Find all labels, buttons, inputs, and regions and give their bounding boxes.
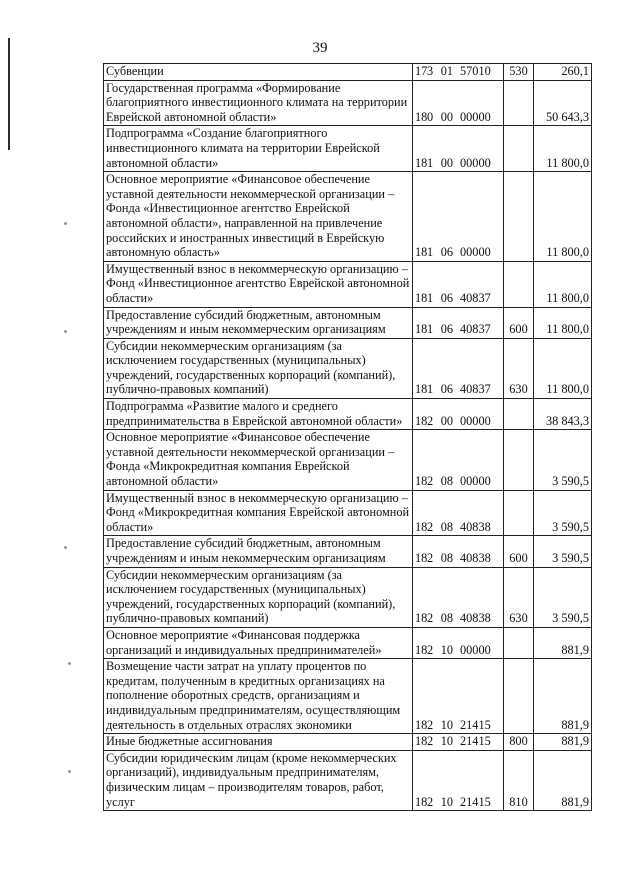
activity-code: 10 xyxy=(440,794,453,809)
subprogram-code: 2 xyxy=(427,474,434,489)
program-code: 18 xyxy=(415,734,428,749)
item-name: Подпрограмма «Развитие малого и среднего предпринимательства в Еврейской автономной области» xyxy=(104,399,413,430)
direction-code: 21415 xyxy=(460,717,491,732)
direction-code: 40837 xyxy=(460,322,491,337)
activity-code: 08 xyxy=(440,474,453,489)
subprogram-code: 2 xyxy=(427,717,434,732)
direction-code: 00000 xyxy=(460,474,491,489)
activity-code: 10 xyxy=(440,642,453,657)
item-name: Субсидии некоммерческим организациям (за исключением государственных (муниципальных) учреждений, государственных корпораций (компаний), публично-правовых компаний) xyxy=(104,338,413,398)
activity-code: 08 xyxy=(440,611,453,626)
item-name: Основное мероприятие «Финансовая поддержка организаций и индивидуальных предпринимателей» xyxy=(104,627,413,658)
direction-code: 00000 xyxy=(460,413,491,428)
amount: 3 590,5 xyxy=(534,430,592,490)
amount: 3 590,5 xyxy=(534,567,592,627)
table-row xyxy=(104,659,592,734)
expense-type-code: 630 xyxy=(504,338,534,398)
direction-code: 57010 xyxy=(460,64,491,78)
activity-code: 08 xyxy=(440,519,453,534)
amount: 11 800,0 xyxy=(534,338,592,398)
classification-code xyxy=(413,659,504,734)
item-name: Предоставление субсидий бюджетным, автономным учреждениям и иным некоммерческим организациям xyxy=(104,307,413,338)
subprogram-code: 2 xyxy=(427,413,434,428)
activity-code: 06 xyxy=(440,245,453,260)
classification-code xyxy=(413,627,504,658)
program-code: 18 xyxy=(415,474,428,489)
amount: 260,1 xyxy=(534,64,592,81)
program-code: 18 xyxy=(415,290,428,305)
expense-type-code xyxy=(504,80,534,126)
classification-code xyxy=(413,64,504,81)
direction-code: 21415 xyxy=(460,734,491,749)
table-row xyxy=(104,64,592,81)
amount: 3 590,5 xyxy=(534,536,592,567)
amount: 881,9 xyxy=(534,734,592,751)
scan-speck xyxy=(64,546,67,549)
classification-code xyxy=(413,307,504,338)
table-row xyxy=(104,399,592,430)
activity-code: 06 xyxy=(440,322,453,337)
table-row xyxy=(104,536,592,567)
classification-code xyxy=(413,399,504,430)
amount: 11 800,0 xyxy=(534,261,592,307)
table-row xyxy=(104,261,592,307)
program-code: 18 xyxy=(415,413,428,428)
subprogram-code: 1 xyxy=(427,245,434,260)
classification-code xyxy=(413,536,504,567)
subprogram-code: 0 xyxy=(427,109,434,124)
expense-type-code xyxy=(504,399,534,430)
table-row xyxy=(104,126,592,172)
table-row xyxy=(104,80,592,126)
direction-code: 40837 xyxy=(460,290,491,305)
activity-code: 10 xyxy=(440,734,453,749)
item-name: Возмещение части затрат на уплату процентов по кредитам, полученным в кредитных организациях на пополнение оборотных средств, организациям и индивидуальным предпринимателям, осуществляющим деятельность в отдельных отраслях экономики xyxy=(104,659,413,734)
activity-code: 06 xyxy=(440,290,453,305)
table-row xyxy=(104,338,592,398)
item-name: Имущественный взнос в некоммерческую организацию – Фонд «Инвестиционное агентство Еврейской автономной области» xyxy=(104,261,413,307)
amount: 881,9 xyxy=(534,659,592,734)
direction-code: 00000 xyxy=(460,245,491,260)
expense-type-code xyxy=(504,172,534,262)
expense-type-code: 800 xyxy=(504,734,534,751)
subprogram-code: 1 xyxy=(427,322,434,337)
item-name: Предоставление субсидий бюджетным, автономным учреждениям и иным некоммерческим организациям xyxy=(104,536,413,567)
direction-code: 21415 xyxy=(460,794,491,809)
program-code: 18 xyxy=(415,155,428,170)
classification-code xyxy=(413,734,504,751)
item-name: Основное мероприятие «Финансовое обеспечение уставной деятельности некоммерческой организации – Фонда «Микрокредитная компания Еврейской автономной области» xyxy=(104,430,413,490)
classification-code xyxy=(413,126,504,172)
amount: 881,9 xyxy=(534,627,592,658)
item-name: Государственная программа «Формирование благоприятного инвестиционного климата на территории Еврейской автономной области» xyxy=(104,80,413,126)
activity-code: 10 xyxy=(440,717,453,732)
item-name: Субвенции xyxy=(104,64,413,81)
amount: 881,9 xyxy=(534,750,592,810)
expense-type-code xyxy=(504,490,534,536)
table-row xyxy=(104,734,592,751)
classification-code xyxy=(413,490,504,536)
amount: 11 800,0 xyxy=(534,172,592,262)
item-name: Имущественный взнос в некоммерческую организацию – Фонд «Микрокредитная компания Еврейской автономной области» xyxy=(104,490,413,536)
classification-code xyxy=(413,567,504,627)
activity-code: 00 xyxy=(440,413,453,428)
activity-code: 00 xyxy=(440,155,453,170)
scan-speck xyxy=(64,330,67,333)
program-code: 18 xyxy=(415,519,428,534)
amount: 50 643,3 xyxy=(534,80,592,126)
expense-type-code xyxy=(504,659,534,734)
table-row xyxy=(104,567,592,627)
program-code: 18 xyxy=(415,794,428,809)
direction-code: 40837 xyxy=(460,382,491,397)
program-code: 18 xyxy=(415,551,428,565)
item-name: Субсидии некоммерческим организациям (за исключением государственных (муниципальных) учреждений, государственных корпораций (компаний), публично-правовых компаний) xyxy=(104,567,413,627)
program-code: 18 xyxy=(415,322,428,337)
table-row xyxy=(104,172,592,262)
table-row xyxy=(104,627,592,658)
subprogram-code: 1 xyxy=(427,155,434,170)
classification-code xyxy=(413,261,504,307)
activity-code: 01 xyxy=(440,64,453,78)
expense-type-code xyxy=(504,126,534,172)
classification-code xyxy=(413,750,504,810)
expense-type-code: 630 xyxy=(504,567,534,627)
expense-type-code: 600 xyxy=(504,307,534,338)
amount: 11 800,0 xyxy=(534,126,592,172)
subprogram-code: 2 xyxy=(427,642,434,657)
subprogram-code: 2 xyxy=(427,611,434,626)
activity-code: 06 xyxy=(440,382,453,397)
item-name: Иные бюджетные ассигнования xyxy=(104,734,413,751)
table-row xyxy=(104,490,592,536)
subprogram-code: 2 xyxy=(427,734,434,749)
subprogram-code: 3 xyxy=(427,64,434,78)
expense-type-code xyxy=(504,261,534,307)
direction-code: 40838 xyxy=(460,611,491,626)
classification-code xyxy=(413,338,504,398)
classification-code xyxy=(413,80,504,126)
direction-code: 40838 xyxy=(460,519,491,534)
program-code: 18 xyxy=(415,717,428,732)
direction-code: 00000 xyxy=(460,109,491,124)
expense-type-code: 530 xyxy=(504,64,534,81)
program-code: 18 xyxy=(415,611,428,626)
program-code: 18 xyxy=(415,382,428,397)
expense-type-code: 810 xyxy=(504,750,534,810)
subprogram-code: 2 xyxy=(427,794,434,809)
direction-code: 40838 xyxy=(460,551,491,565)
subprogram-code: 1 xyxy=(427,290,434,305)
program-code: 18 xyxy=(415,245,428,260)
table-row xyxy=(104,750,592,810)
page-number: 39 xyxy=(312,40,328,56)
amount: 38 843,3 xyxy=(534,399,592,430)
item-name: Основное мероприятие «Финансовое обеспечение уставной деятельности некоммерческой организации – Фонда «Инвестиционное агентство Еврейской автономной области», направленной на привлечение российских и иностранных инвестиций в Еврейскую автономную область» xyxy=(104,172,413,262)
activity-code: 00 xyxy=(440,109,453,124)
scan-speck xyxy=(68,662,71,665)
item-name: Субсидии юридическим лицам (кроме некоммерческих организаций), индивидуальным предпринимателям, физическим лицам – производителям товаров, работ, услуг xyxy=(104,750,413,810)
classification-code xyxy=(413,430,504,490)
subprogram-code: 2 xyxy=(427,551,434,565)
direction-code: 00000 xyxy=(460,155,491,170)
direction-code: 00000 xyxy=(460,642,491,657)
scan-speck xyxy=(68,770,71,773)
subprogram-code: 2 xyxy=(427,519,434,534)
program-code: 17 xyxy=(415,64,428,78)
classification-code xyxy=(413,172,504,262)
program-code: 18 xyxy=(415,109,428,124)
budget-table xyxy=(103,63,592,811)
budget-table-body xyxy=(104,64,592,811)
expense-type-code xyxy=(504,627,534,658)
table-row xyxy=(104,430,592,490)
amount: 3 590,5 xyxy=(534,490,592,536)
activity-code: 08 xyxy=(440,551,453,565)
expense-type-code: 600 xyxy=(504,536,534,567)
scan-speck xyxy=(64,222,67,225)
item-name: Подпрограмма «Создание благоприятного инвестиционного климата на территории Еврейской автономной области» xyxy=(104,126,413,172)
amount: 11 800,0 xyxy=(534,307,592,338)
subprogram-code: 1 xyxy=(427,382,434,397)
program-code: 18 xyxy=(415,642,428,657)
expense-type-code xyxy=(504,430,534,490)
table-row xyxy=(104,307,592,338)
